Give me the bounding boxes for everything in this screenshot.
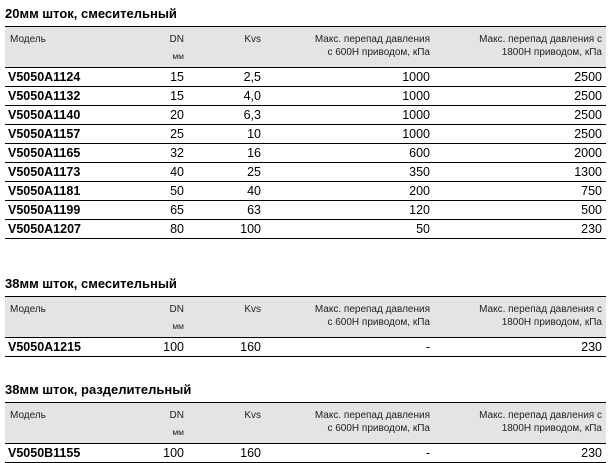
- table-row: [5, 163, 606, 182]
- cell-model: V5050A1132: [8, 89, 81, 103]
- cell-dp1800: 2000: [574, 146, 602, 160]
- section-20mm-mixing: [5, 6, 606, 239]
- cell-dp600: 1000: [402, 127, 430, 141]
- header-dp600-line2: с 600Н приводом, кПа: [327, 47, 430, 58]
- header-model: Модель: [10, 304, 46, 315]
- cell-dn: 100: [163, 340, 184, 354]
- section-38mm-diverting: [5, 382, 606, 463]
- table-row: [5, 125, 606, 144]
- header-dn-unit: мм: [172, 321, 184, 331]
- cell-model: V5050A1124: [8, 70, 81, 84]
- cell-kvs: 6,3: [243, 108, 261, 122]
- header-dp600: [265, 303, 430, 329]
- table-row: [5, 106, 606, 125]
- cell-dp1800: 230: [581, 340, 602, 354]
- cell-kvs: 100: [240, 222, 261, 236]
- cell-kvs: 63: [247, 203, 261, 217]
- cell-dp600: 200: [409, 184, 430, 198]
- cell-dp1800: 230: [581, 446, 602, 460]
- cell-model: V5050A1140: [8, 108, 81, 122]
- table-row: [5, 182, 606, 201]
- section-title: 38мм шток, смесительный: [5, 276, 177, 291]
- table-row: [5, 444, 606, 463]
- header-dp600: [265, 33, 430, 59]
- header-dn: DN: [169, 34, 184, 45]
- table-header: [5, 296, 606, 338]
- header-dn: DN: [169, 304, 184, 315]
- cell-model: V5050B1155: [8, 446, 81, 460]
- header-model: Модель: [10, 410, 46, 421]
- header-model: Модель: [10, 34, 46, 45]
- cell-dp600: -: [425, 446, 430, 460]
- cell-dn: 40: [170, 165, 184, 179]
- header-dp1800-line2: 1800Н приводом, кПа: [501, 317, 602, 328]
- header-dn-unit: мм: [172, 51, 184, 61]
- table-header: [5, 26, 606, 68]
- cell-model: V5050A1181: [8, 184, 81, 198]
- header-dp1800: [435, 303, 602, 329]
- table-row: [5, 338, 606, 357]
- header-kvs: Kvs: [244, 304, 261, 315]
- header-dn-unit: мм: [172, 427, 184, 437]
- cell-dn: 20: [170, 108, 184, 122]
- header-dp1800-line1: Макс. перепад давления с: [479, 304, 602, 315]
- header-dp600-line1: Макс. перепад давления: [314, 34, 430, 45]
- cell-dp1800: 230: [581, 222, 602, 236]
- cell-kvs: 25: [247, 165, 261, 179]
- cell-dp600: -: [425, 340, 430, 354]
- cell-kvs: 40: [247, 184, 261, 198]
- spec-table: [5, 402, 606, 463]
- cell-dp1800: 1300: [574, 165, 602, 179]
- cell-dp1800: 500: [581, 203, 602, 217]
- header-dp1800-line1: Макс. перепад давления с: [479, 34, 602, 45]
- cell-dp600: 1000: [402, 70, 430, 84]
- cell-dn: 15: [170, 70, 184, 84]
- cell-dp600: 1000: [402, 108, 430, 122]
- header-dp600: [265, 409, 430, 435]
- cell-dn: 65: [170, 203, 184, 217]
- cell-model: V5050A1157: [8, 127, 81, 141]
- cell-dp600: 600: [409, 146, 430, 160]
- section-title: 20мм шток, смесительный: [5, 6, 177, 21]
- cell-model: V5050A1173: [8, 165, 81, 179]
- cell-dn: 80: [170, 222, 184, 236]
- header-dp1800: [435, 33, 602, 59]
- header-kvs: Kvs: [244, 410, 261, 421]
- cell-dp600: 50: [416, 222, 430, 236]
- table-header: [5, 402, 606, 444]
- cell-dn: 100: [163, 446, 184, 460]
- cell-kvs: 160: [240, 446, 261, 460]
- header-dp600-line1: Макс. перепад давления: [314, 410, 430, 421]
- spec-table: [5, 296, 606, 357]
- cell-dn: 15: [170, 89, 184, 103]
- section-title: 38мм шток, разделительный: [5, 382, 192, 397]
- cell-kvs: 4,0: [243, 89, 261, 103]
- cell-dp1800: 2500: [574, 70, 602, 84]
- spec-table: [5, 26, 606, 239]
- cell-model: V5050A1215: [8, 340, 81, 354]
- cell-dp1800: 2500: [574, 108, 602, 122]
- header-dp600-line2: с 600Н приводом, кПа: [327, 423, 430, 434]
- cell-dp1800: 2500: [574, 127, 602, 141]
- header-kvs: Kvs: [244, 34, 261, 45]
- cell-dp1800: 750: [581, 184, 602, 198]
- cell-kvs: 16: [247, 146, 261, 160]
- header-dp1800-line2: 1800Н приводом, кПа: [501, 47, 602, 58]
- cell-dn: 50: [170, 184, 184, 198]
- table-row: [5, 220, 606, 239]
- cell-dp600: 1000: [402, 89, 430, 103]
- cell-kvs: 160: [240, 340, 261, 354]
- table-row: [5, 68, 606, 87]
- cell-dp600: 120: [409, 203, 430, 217]
- cell-model: V5050A1207: [8, 222, 81, 236]
- header-dp600-line2: с 600Н приводом, кПа: [327, 317, 430, 328]
- cell-dn: 32: [170, 146, 184, 160]
- header-dp600-line1: Макс. перепад давления: [314, 304, 430, 315]
- table-row: [5, 201, 606, 220]
- header-dp1800-line2: 1800Н приводом, кПа: [501, 423, 602, 434]
- header-dn: DN: [169, 410, 184, 421]
- cell-kvs: 2,5: [243, 70, 261, 84]
- cell-dp600: 350: [409, 165, 430, 179]
- section-38mm-mixing: [5, 276, 606, 357]
- cell-kvs: 10: [247, 127, 261, 141]
- table-row: [5, 144, 606, 163]
- table-row: [5, 87, 606, 106]
- header-dp1800-line1: Макс. перепад давления с: [479, 410, 602, 421]
- cell-model: V5050A1165: [8, 146, 81, 160]
- cell-dn: 25: [170, 127, 184, 141]
- cell-dp1800: 2500: [574, 89, 602, 103]
- header-dp1800: [435, 409, 602, 435]
- cell-model: V5050A1199: [8, 203, 81, 217]
